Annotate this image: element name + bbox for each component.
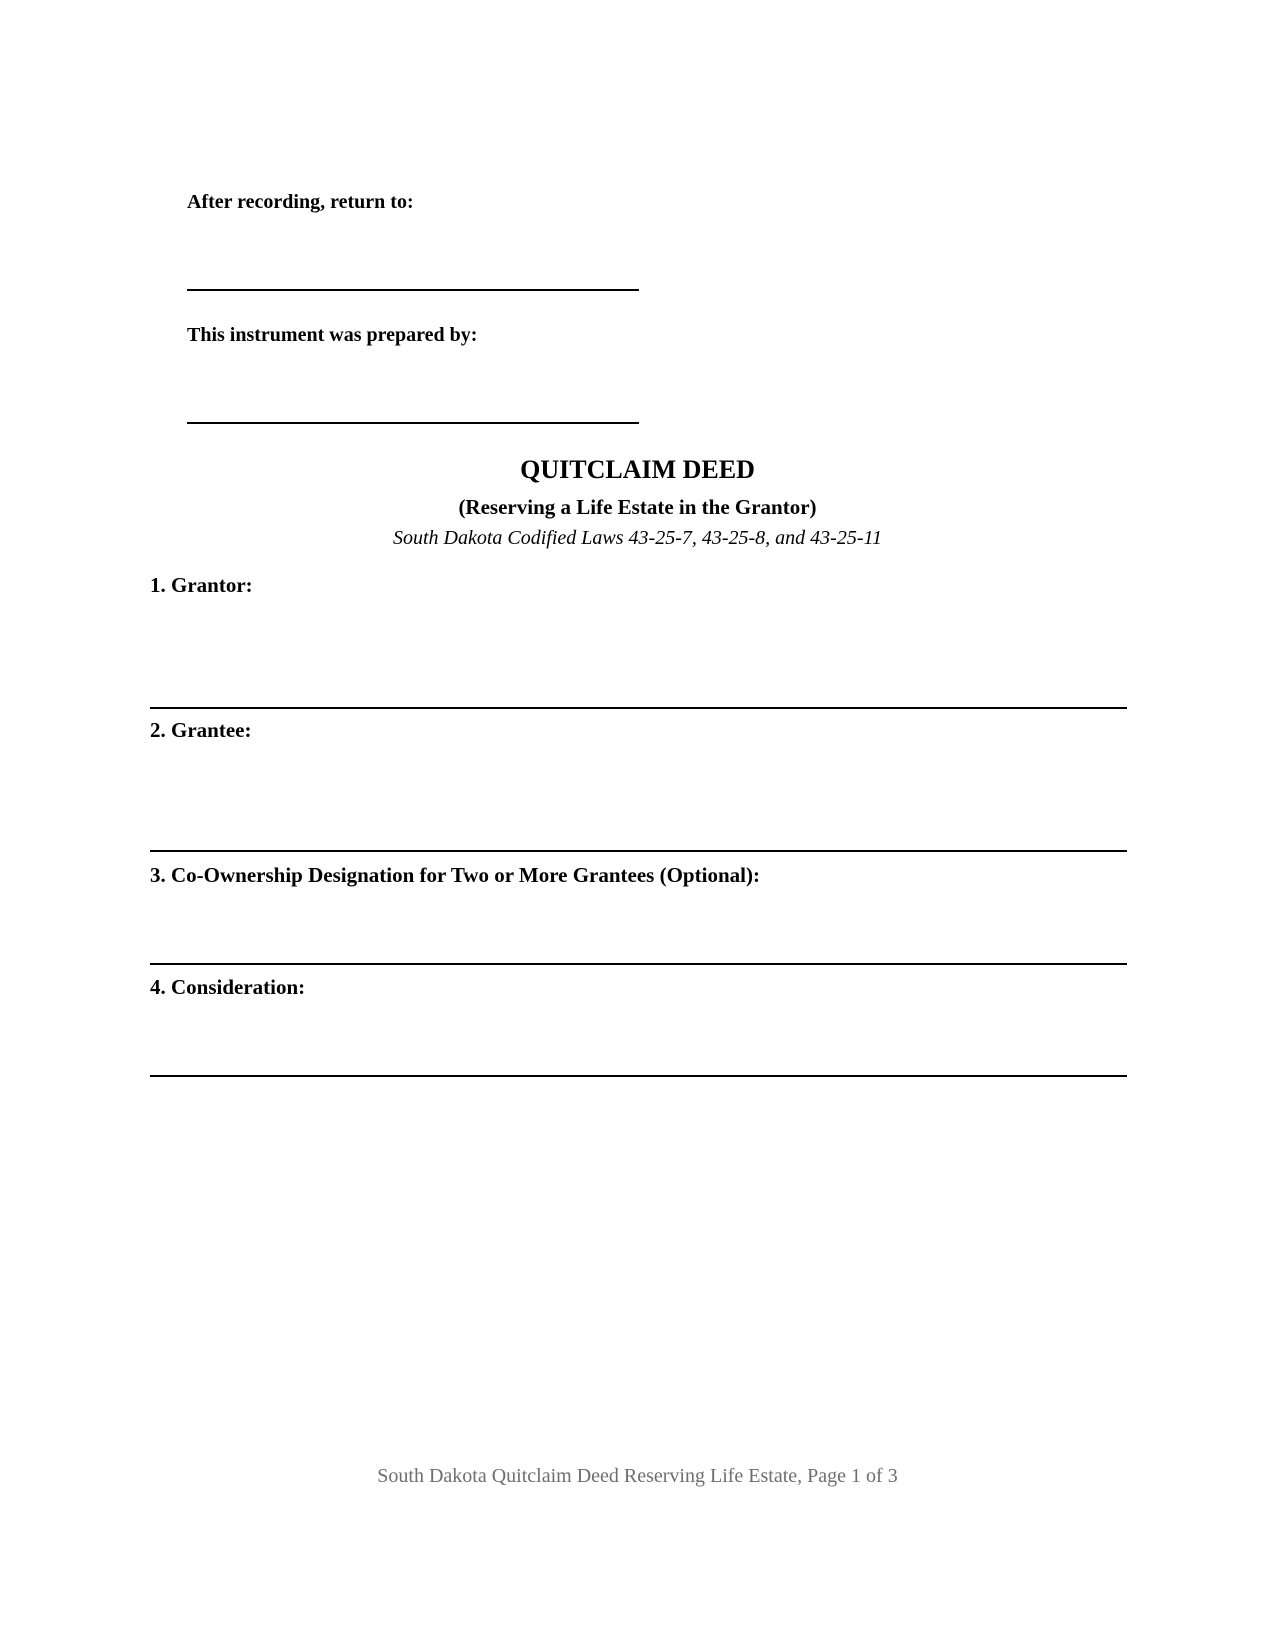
prepared-by-blank-line[interactable] xyxy=(187,422,639,424)
return-to-blank-line[interactable] xyxy=(187,289,639,291)
prepared-by-label: This instrument was prepared by: xyxy=(187,324,478,346)
co-ownership-blank-line[interactable] xyxy=(150,963,1127,965)
document-title: QUITCLAIM DEED xyxy=(520,455,755,484)
grantee-label: 2. Grantee: xyxy=(150,718,252,742)
consideration-label: 4. Consideration: xyxy=(150,975,306,999)
grantor-blank-line[interactable] xyxy=(150,707,1127,709)
co-ownership-label: 3. Co-Ownership Designation for Two or More Grantees (Optional): xyxy=(150,863,760,887)
statute-reference: South Dakota Codified Laws 43-25-7, 43-25-8, and 43-25-11 xyxy=(392,527,883,549)
page-footer: South Dakota Quitclaim Deed Reserving Life Estate, Page 1 of 3 xyxy=(377,1465,898,1487)
consideration-blank-line[interactable] xyxy=(150,1075,1127,1077)
document-subtitle: (Reserving a Life Estate in the Grantor) xyxy=(458,495,817,519)
grantee-blank-line[interactable] xyxy=(150,850,1127,852)
grantor-label: 1. Grantor: xyxy=(150,573,253,597)
return-to-label: After recording, return to: xyxy=(187,191,414,213)
